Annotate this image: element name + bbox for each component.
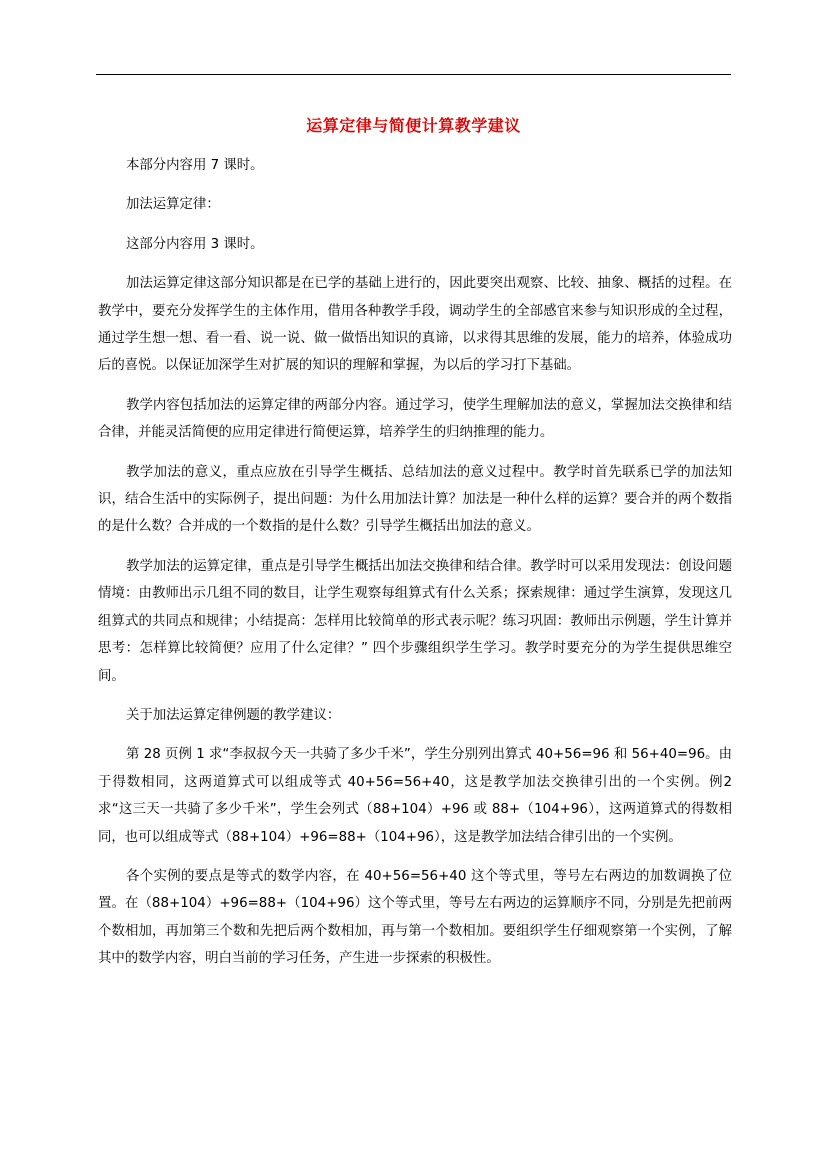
paragraph-overview: 加法运算定律这部分知识都是在已学的基础上进行的，因此要突出观察、比较、抽象、概括的过程。在教学中，要充分发挥学生的主体作用，借用各种教学手段，调动学生的全部感官来参与知识形成的全过程，通过学生想一想、看一看、说一说、做一做悟出知识的真谛，以求得其思维的发展，能力的培养，体验成功后的喜悦。以保证加深学生对扩展的知识的理解和掌握，为以后的学习打下基础。 — [98, 276, 732, 374]
paragraph-examples: 第 28 页例 1 求“李叔叔今天一共骑了多少千米”，学生分别列出算式 40+56=96 和 56+40=96。由于得数相同，这两道算式可以组成等式 40+56=56+40，这是教学加法交换律引出的一个实例。例2 求“这三天一共骑了多少千米”，学生会列式（88+104）+96 或 88+（104+96），这两道算式的得数相同，也可以组成等式（88+104）+96=88+（104+96），这是教学加法结合律引出的一个实例。 — [98, 747, 732, 845]
paragraph-example-heading: 关于加法运算定律例题的教学建议： — [126, 707, 341, 723]
paragraph-key-points: 各个实例的要点是等式的数学内容，在 40+56=56+40 这个等式里，等号左右两边的加数调换了位置。在（88+104）+96=88+（104+96）这个等式里，等号左右两边的运算顺序不同，分别是先把前两个数相加，再加第三个数和先把后两个数相加，再与第一个数相加。要组织学生仔细观察第一个实例，了解其中的数学内容，明白当前的学习任务，产生进一步探索的积极性。 — [98, 868, 732, 967]
header-rule — [96, 74, 731, 75]
paragraph-section-hours: 这部分内容用 3 课时。 — [126, 236, 264, 252]
paragraph-section-heading: 加法运算定律： — [126, 197, 220, 213]
paragraph-class-hours: 本部分内容用 7 课时。 — [126, 158, 264, 173]
paragraph-addition-laws: 教学加法的运算定律，重点是引导学生概括出加法交换律和结合律。教学时可以采用发现法：创设问题情境：由教师出示几组不同的数目，让学生观察每组算式有什么关系；探索规律：通过学生演算，发现这几组算式的共同点和规律；小结提高：怎样用比较简单的形式表示呢？练习巩固：教师出示例题，学生计算并思考：怎样算比较简便？应用了什么定律？” 四个步骤组织学生学习。教学时要充分的为学生提供思维空间。 — [98, 558, 732, 684]
paragraph-addition-meaning: 教学加法的意义，重点应放在引导学生概括、总结加法的意义过程中。教学时首先联系已学的加法知识，结合生活中的实际例子，提出问题：为什么用加法计算？加法是一种什么样的运算？要合并的两个数指的是什么数？合并成的一个数指的是什么数？引导学生概括出加法的意义。 — [98, 464, 732, 535]
document-body — [98, 152, 732, 985]
paragraph-content: 教学内容包括加法的运算定律的两部分内容。通过学习，使学生理解加法的意义，掌握加法交换律和结合律，并能灵活简便的应用定律进行简便运算，培养学生的归纳推理的能力。 — [98, 397, 732, 441]
document-title: 运算定律与简便计算教学建议 — [306, 116, 521, 135]
